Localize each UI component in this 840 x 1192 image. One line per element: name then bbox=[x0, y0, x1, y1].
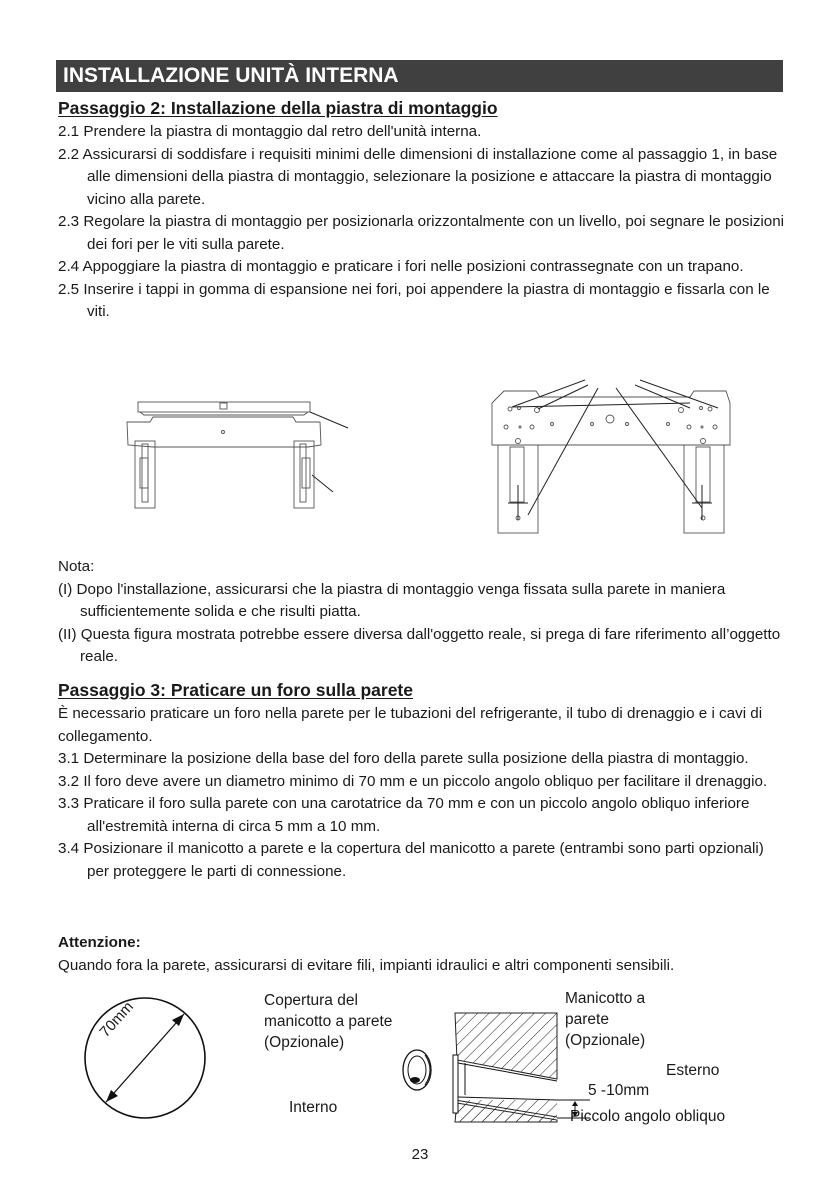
step3-item: 3.4 Posizionare il manicotto a parete e la copertura del manicotto a parete (entrambi sono parti opzionali) per proteggere le parti di connessione. bbox=[58, 840, 764, 880]
step3-intro: È necessario praticare un foro nella parete per le tubazioni del refrigerante, il tubo di drenaggio e i cavi di collegamento. bbox=[58, 705, 763, 745]
section-banner bbox=[56, 60, 783, 92]
sleeve-label-line: (Opzionale) bbox=[565, 1032, 646, 1049]
step2-item: 2.5 Inserire i tappi in gomma di espansione nei fori, poi appendere la piastra di montaggio e fissarla con le viti. bbox=[58, 280, 770, 320]
cover-label-line: (Opzionale) bbox=[264, 1034, 345, 1051]
mounting-plate-holes-figure bbox=[480, 365, 740, 540]
note-label: Nota: bbox=[58, 558, 95, 575]
step3-title: Passaggio 3: Praticare un foro sulla parete bbox=[58, 680, 413, 700]
arrowhead-icon bbox=[106, 1090, 118, 1102]
note-item: (II) Questa figura mostrata potrebbe essere diversa dall'oggetto reale, si prega di fare riferimento all’oggetto reale. bbox=[58, 625, 781, 665]
slope-value-label: 5 -10mm bbox=[588, 1082, 650, 1099]
step3-item: 3.2 Il foro deve avere un diametro minimo di 70 mm e un piccolo angolo obliquo per facilitare il drenaggio. bbox=[58, 772, 768, 790]
diameter-label: 70mm bbox=[96, 998, 138, 1041]
note-item: (I) Dopo l'installazione, assicurarsi che la piastra di montaggio venga fissata sulla parete in maniera sufficientemente solida e che risulti piatta. bbox=[58, 580, 726, 620]
mounting-plate-level-figure bbox=[100, 370, 360, 540]
step2-list bbox=[58, 121, 788, 324]
arrowhead-icon bbox=[172, 1014, 184, 1026]
page-number: 23 bbox=[411, 1146, 429, 1163]
step3-list bbox=[58, 703, 788, 883]
step2-item: 2.4 Appoggiare la piastra di montaggio e praticare i fori nelle posizioni contrassegnate con un trapano. bbox=[58, 258, 744, 275]
cover-label-line: Copertura del bbox=[264, 992, 358, 1009]
cover-label-line: manicotto a parete bbox=[264, 1013, 393, 1030]
cover-label bbox=[264, 990, 392, 1053]
note-block bbox=[58, 556, 788, 669]
sleeve-label-line: Manicotto a bbox=[565, 990, 646, 1007]
section-title: INSTALLAZIONE UNITÀ INTERNA bbox=[63, 64, 399, 87]
interior-label: Interno bbox=[289, 1099, 338, 1116]
attention-body: Quando fora la parete, assicurarsi di evitare fili, impianti idraulici e altri componenti sensibili. bbox=[58, 956, 675, 974]
wall-upper bbox=[455, 1013, 557, 1079]
step2-item: 2.3 Regolare la piastra di montaggio per posizionarla orizzontalmente con un livello, poi segnare le posizioni dei fori per le viti sulla parete. bbox=[58, 213, 785, 253]
attention-label: Attenzione: bbox=[58, 934, 141, 951]
exterior-label: Esterno bbox=[666, 1062, 720, 1079]
spirit-level bbox=[138, 402, 310, 412]
step3-item: 3.1 Determinare la posizione della base del foro della parete sulla posizione della piastra di montaggio. bbox=[58, 750, 749, 767]
hole-diameter-figure bbox=[80, 990, 210, 1130]
attention-block bbox=[58, 932, 788, 977]
sleeve-label bbox=[565, 988, 645, 1051]
step3-item: 3.3 Praticare il foro sulla parete con una carotatrice da 70 mm e con un piccolo angolo obliquo inferiore all'estremità interna di circa 5 mm a 10 mm. bbox=[58, 795, 750, 835]
mounting-plate bbox=[127, 417, 321, 447]
slope-label: Piccolo angolo obliquo bbox=[570, 1108, 726, 1125]
step2-item: 2.1 Prendere la piastra di montaggio dal retro dell'unità interna. bbox=[58, 123, 482, 140]
step2-item: 2.2 Assicurarsi di soddisfare i requisiti minimi delle dimensioni di installazione come al passaggio 1, in base alle dimensioni della piastra di montaggio, selezionare la posizione e attaccare la piastra di montaggio vicino alla parete. bbox=[58, 145, 778, 208]
step2-title: Passaggio 2: Installazione della piastra di montaggio bbox=[58, 98, 498, 118]
sleeve-label-line: parete bbox=[565, 1011, 609, 1028]
sleeve-cover bbox=[403, 1050, 431, 1090]
